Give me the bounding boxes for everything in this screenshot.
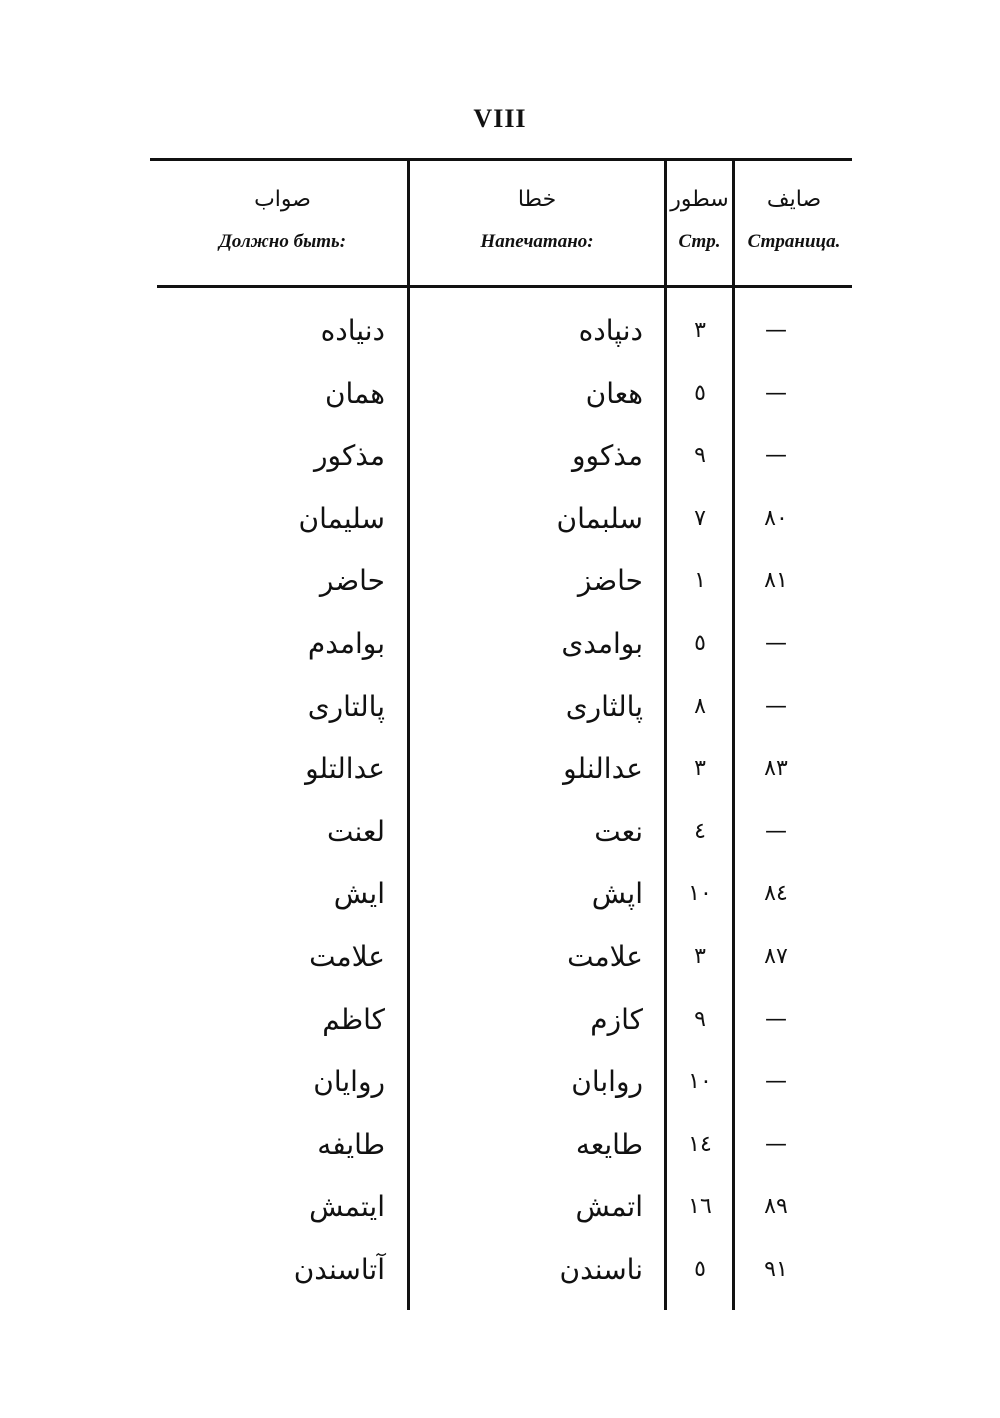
page-ref: — — [765, 380, 787, 406]
correct-word: مذکور — [313, 439, 385, 473]
table-row — [0, 863, 1000, 926]
line-number: ١٠ — [688, 1069, 712, 1095]
line-number: ٩ — [694, 1006, 706, 1032]
page-ref: ٨٩ — [764, 1194, 788, 1220]
table-row — [0, 801, 1000, 864]
table-row — [0, 1239, 1000, 1302]
correct-word: سلیمان — [298, 501, 385, 535]
table-row — [0, 1114, 1000, 1177]
line-number: ٣ — [694, 756, 706, 782]
correct-word: طایفه — [317, 1127, 385, 1161]
line-number: ٥ — [694, 630, 706, 656]
header-correct-arabic: صواب — [254, 187, 311, 212]
correct-word: همان — [324, 376, 385, 410]
table-row — [0, 989, 1000, 1052]
line-number: ٩ — [694, 443, 706, 469]
page-ref: — — [765, 318, 787, 343]
correct-word: لعنت — [327, 814, 385, 848]
header-page-russian: Страница. — [747, 231, 841, 252]
page-ref: — — [765, 1069, 787, 1095]
page-ref: — — [765, 1006, 787, 1032]
printed-word: سلبمان — [556, 501, 643, 535]
printed-word: حاضز — [577, 564, 643, 598]
page-ref: ٨٤ — [764, 881, 788, 907]
page-ref: ٩١ — [764, 1256, 788, 1282]
table-row — [0, 363, 1000, 426]
line-number: ١ — [694, 568, 706, 594]
table-row — [0, 300, 1000, 363]
header-line-arabic: سطور — [670, 187, 729, 212]
printed-word: ناسندن — [559, 1252, 643, 1286]
printed-word: علامت — [567, 939, 643, 973]
line-number: ٣ — [694, 943, 706, 969]
header-printed-arabic: خطا — [517, 187, 557, 212]
header-correct — [160, 185, 405, 257]
table-row — [0, 676, 1000, 739]
printed-word: عدالنلو — [563, 752, 643, 786]
table-top-rule — [150, 158, 852, 161]
table-row — [0, 488, 1000, 551]
table-row — [0, 425, 1000, 488]
line-number: ٥ — [694, 380, 706, 406]
correct-word: ایش — [333, 877, 385, 911]
line-number: ٥ — [694, 1256, 706, 1282]
correct-word: پالتاری — [307, 689, 385, 723]
line-number: ١٠ — [688, 881, 712, 907]
correct-word: بوامدم — [307, 626, 385, 660]
line-number: ٧ — [694, 505, 706, 531]
page-number: VIII — [473, 104, 527, 133]
page-ref: — — [765, 630, 787, 656]
correct-word: دنياده — [320, 314, 385, 347]
line-number: ٣ — [694, 318, 706, 343]
header-bottom-rule — [157, 285, 852, 288]
header-page — [736, 185, 852, 257]
correct-word: عدالتلو — [305, 752, 385, 786]
correct-word: علامت — [309, 939, 385, 973]
table-row — [0, 550, 1000, 613]
printed-word: مذکوو — [571, 439, 643, 473]
table-row — [0, 1176, 1000, 1239]
page-ref: ٨٠ — [764, 505, 788, 531]
page-ref: — — [765, 443, 787, 469]
printed-word: روابان — [571, 1065, 643, 1099]
printed-word: هعان — [585, 376, 643, 410]
header-page-arabic: صایف — [766, 187, 822, 212]
printed-word: دنپاده — [578, 314, 643, 347]
printed-word: اپش — [591, 877, 643, 911]
page-ref: ٨١ — [764, 568, 788, 594]
printed-word: بوامدی — [561, 626, 643, 660]
printed-word: طایعه — [575, 1127, 643, 1161]
header-correct-russian: Должно быть: — [218, 231, 347, 252]
correct-word: حاضر — [319, 564, 385, 598]
correct-word: آتاسندن — [293, 1252, 385, 1286]
page-ref: — — [765, 693, 787, 719]
printed-word: اتمش — [575, 1190, 643, 1224]
page-ref: ٨٧ — [764, 943, 788, 969]
line-number: ٤ — [694, 818, 706, 844]
page-ref: — — [765, 818, 787, 844]
header-printed-russian: Напечатано: — [480, 231, 594, 252]
line-number: ١٤ — [688, 1131, 712, 1157]
correct-word: کاظم — [322, 1002, 385, 1036]
errata-rows — [0, 300, 1000, 1302]
header-line-russian: Стр. — [678, 231, 721, 252]
printed-word: نعت — [594, 814, 643, 848]
page-ref: — — [765, 1131, 787, 1157]
table-row — [0, 738, 1000, 801]
table-row — [0, 926, 1000, 989]
table-row — [0, 1051, 1000, 1114]
correct-word: روايان — [313, 1065, 385, 1099]
line-number: ٨ — [694, 693, 706, 719]
correct-word: ایتمش — [309, 1190, 385, 1224]
header-printed — [412, 185, 662, 257]
header-line — [667, 185, 732, 257]
table-row — [0, 613, 1000, 676]
printed-word: پالثاری — [565, 689, 643, 723]
line-number: ١٦ — [688, 1194, 712, 1220]
page-ref: ٨٣ — [764, 756, 788, 782]
printed-word: کازم — [590, 1002, 643, 1036]
